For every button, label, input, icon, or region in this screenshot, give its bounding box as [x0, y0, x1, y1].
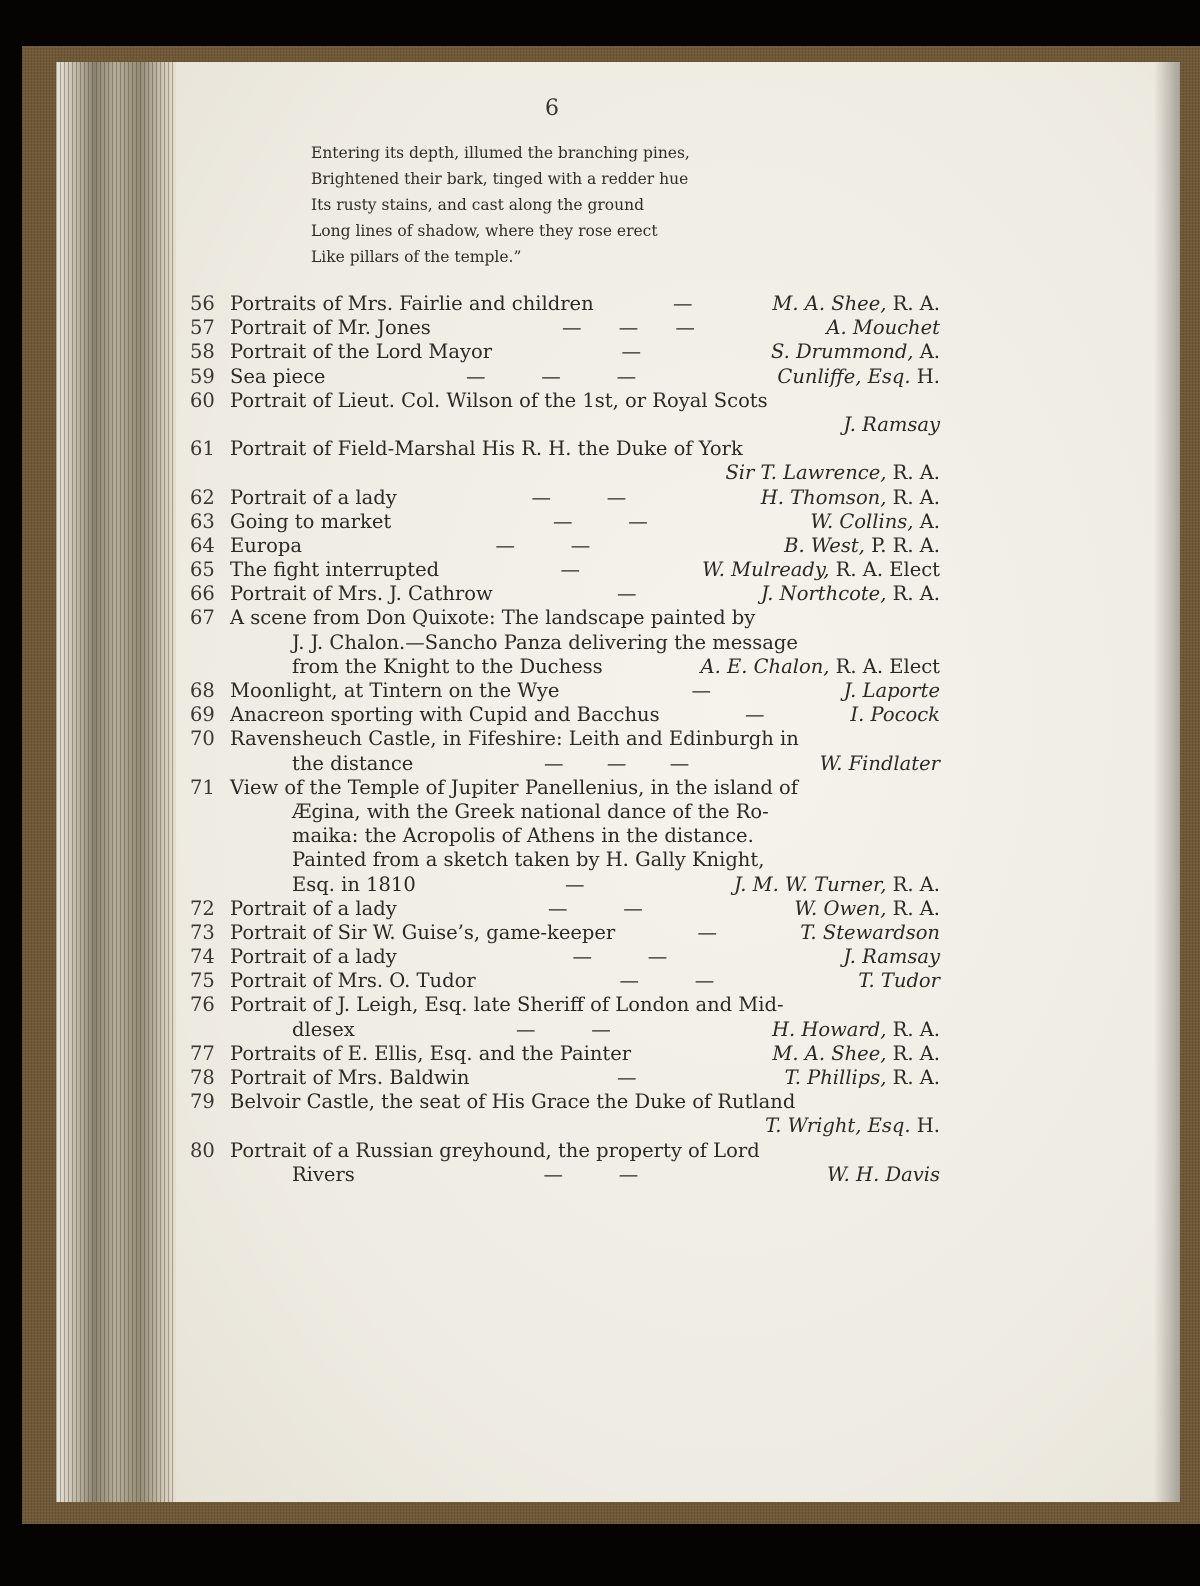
- entry-title: the distance: [292, 751, 414, 775]
- entry-number: 77: [190, 1041, 215, 1065]
- catalogue-entry: [190, 389, 940, 413]
- artist-suffix: R. A.: [886, 485, 940, 509]
- entry-number: 70: [190, 727, 215, 751]
- quote-line: Entering its depth, illumed the branching pines,: [311, 144, 690, 162]
- artist-name: T. Tudor: [858, 969, 940, 993]
- entry-dashes: — —: [531, 485, 627, 509]
- entry-title: Rivers: [292, 1162, 355, 1186]
- entry-title: Moonlight, at Tintern on the Wye: [230, 679, 560, 702]
- entry-dashes: — —: [553, 509, 648, 533]
- artist-suffix: R. A. Elect: [829, 558, 940, 582]
- entry-number: 62: [190, 485, 215, 509]
- entry-artist: [771, 340, 940, 364]
- artist-suffix: H.: [910, 1114, 940, 1138]
- entry-dashes: —: [560, 558, 580, 582]
- entry-number: 68: [190, 679, 215, 702]
- entry-number: 76: [190, 993, 215, 1017]
- entry-number: 60: [190, 388, 215, 412]
- catalogue-entry: [190, 1090, 940, 1114]
- artist-suffix: R. A.: [886, 1066, 940, 1089]
- entry-title: Portrait of Mr. Jones: [230, 316, 431, 340]
- entry-artist: [702, 558, 940, 582]
- entry-title: Belvoir Castle, the seat of His Grace the Duke of Rutland: [230, 1090, 796, 1114]
- artist-name: M. A. Shee,: [772, 292, 887, 315]
- artist-name: H. Howard,: [771, 1017, 887, 1041]
- entry-title: Portraits of Mrs. Fairlie and children: [230, 292, 594, 315]
- artist-name: S. Drummond,: [770, 340, 914, 364]
- artist-name: B. West,: [784, 533, 865, 557]
- entry-dashes: — —: [543, 1162, 639, 1186]
- entry-artist: [777, 365, 940, 389]
- entry-title: Portrait of a lady: [230, 896, 397, 920]
- catalogue-entry: [190, 1066, 940, 1090]
- entry-artist: [850, 703, 940, 727]
- artist-suffix: R. A.: [886, 292, 940, 315]
- entry-number: 65: [190, 558, 215, 582]
- quotation: [311, 140, 731, 270]
- artist-name: M. A. Shee,: [772, 1041, 887, 1065]
- catalogue-entry: [190, 921, 940, 945]
- artist-suffix: R. A.: [886, 1041, 940, 1065]
- entry-title: Portrait of J. Leigh, Esq. late Sheriff of London and Mid-: [230, 993, 784, 1017]
- artist-suffix: H.: [910, 364, 940, 388]
- artist-name: W. Mulready,: [702, 558, 830, 582]
- entry-number: 74: [190, 945, 215, 969]
- artist-name: J. M. W. Turner,: [733, 872, 887, 896]
- entry-title: Portrait of Sir W. Guise’s, game-keeper: [230, 920, 616, 944]
- entry-dashes: —: [745, 703, 765, 727]
- catalogue-entry: [190, 486, 940, 510]
- entry-dashes: — —: [572, 945, 668, 969]
- catalogue-entry-continuation: [190, 1163, 940, 1187]
- entry-number: 67: [190, 606, 215, 630]
- entry-title: Portrait of Lieut. Col. Wilson of the 1st, or Royal Scots: [230, 388, 768, 412]
- entry-artist: [826, 316, 940, 340]
- catalogue-entry-continuation: [190, 461, 940, 485]
- catalogue-entry: [190, 510, 940, 534]
- entry-artist: [734, 873, 940, 897]
- catalogue-entry: [190, 897, 940, 921]
- entry-artist: [761, 582, 940, 606]
- entry-dashes: —: [691, 679, 711, 702]
- artist-name: T. Wright, Esq.: [765, 1114, 911, 1138]
- artist-name: I. Pocock: [850, 703, 940, 727]
- catalogue-entry-continuation: [190, 752, 940, 776]
- entry-artist: [794, 897, 940, 921]
- entry-title: Portraits of E. Ellis, Esq. and the Painter: [230, 1041, 632, 1065]
- catalogue-entry: [190, 437, 940, 461]
- entry-number: 80: [190, 1138, 215, 1162]
- artist-name: Sir T. Lawrence,: [725, 461, 887, 485]
- catalogue-entry: [190, 340, 940, 364]
- catalogue-entries: [190, 292, 940, 1187]
- catalogue-entry-continuation: [190, 848, 940, 872]
- entry-title: Sea piece: [230, 364, 326, 388]
- entry-artist: [827, 1163, 940, 1187]
- entry-number: 61: [190, 437, 215, 461]
- entry-dashes: —: [617, 1066, 637, 1089]
- entry-artist: [772, 1018, 940, 1042]
- artist-name: A. E. Chalon,: [700, 654, 830, 678]
- artist-suffix: A.: [913, 509, 940, 533]
- entry-number: 75: [190, 969, 215, 993]
- entry-artist: [784, 534, 940, 558]
- catalogue-entry-continuation: [190, 824, 940, 848]
- page-edges: [56, 62, 176, 1502]
- gutter-shadow: [1154, 62, 1180, 1502]
- entry-number: 57: [190, 316, 215, 340]
- quote-line: Brightened their bark, tinged with a redder hue: [311, 170, 689, 188]
- entry-artist: [843, 945, 940, 969]
- entry-title: Anacreon sporting with Cupid and Bacchus: [230, 703, 660, 727]
- entry-artist: [858, 969, 940, 993]
- artist-name: W. H. Davis: [827, 1162, 940, 1186]
- entry-dashes: — —: [619, 969, 715, 993]
- entry-dashes: —: [673, 292, 693, 315]
- entry-dashes: — — —: [544, 751, 690, 775]
- entry-artist: [725, 461, 940, 485]
- entry-number: 72: [190, 896, 215, 920]
- catalogue-entry-continuation: [190, 873, 940, 897]
- entry-title: dlesex: [292, 1017, 355, 1041]
- entry-number: 73: [190, 920, 215, 944]
- entry-number: 58: [190, 340, 215, 364]
- entry-title: View of the Temple of Jupiter Panellenius, in the island of: [230, 775, 798, 799]
- catalogue-entry: [190, 534, 940, 558]
- entry-dashes: — — —: [466, 364, 637, 388]
- artist-suffix: R. A.: [886, 582, 940, 606]
- catalogue-entry-continuation: [190, 1018, 940, 1042]
- artist-name: T. Stewardson: [800, 920, 940, 944]
- entry-title: Painted from a sketch taken by H. Gally Knight,: [292, 848, 765, 872]
- quote-line: Like pillars of the temple.”: [311, 248, 522, 266]
- entry-artist: [772, 1042, 940, 1066]
- entry-title: Portrait of Mrs. J. Cathrow: [230, 582, 493, 606]
- entry-title: Portrait of Mrs. Baldwin: [230, 1066, 470, 1089]
- entry-dashes: — —: [495, 533, 591, 557]
- catalogue-entry: [190, 606, 940, 630]
- entry-number: 59: [190, 364, 215, 388]
- entry-artist: [820, 752, 940, 776]
- entry-title: Portrait of Mrs. O. Tudor: [230, 969, 476, 993]
- artist-name: J. Laporte: [843, 679, 940, 702]
- entry-title: maika: the Acropolis of Athens in the distance.: [292, 824, 754, 848]
- catalogue-entry: [190, 727, 940, 751]
- entry-title: The fight interrupted: [230, 558, 440, 582]
- artist-name: Cunliffe, Esq.: [777, 364, 911, 388]
- artist-suffix: A.: [913, 340, 940, 364]
- catalogue-entry: [190, 316, 940, 340]
- catalogue-entry: [190, 945, 940, 969]
- entry-title: Esq. in 1810: [292, 872, 416, 896]
- entry-title: J. J. Chalon.—Sancho Panza delivering the message: [292, 630, 798, 654]
- entry-number: 69: [190, 703, 215, 727]
- catalogue-entry: [190, 292, 940, 316]
- entry-title: Ravensheuch Castle, in Fifeshire: Leith and Edinburgh in: [230, 727, 799, 751]
- catalogue-entry-continuation: [190, 800, 940, 824]
- entry-number: 64: [190, 533, 215, 557]
- entry-number: 56: [190, 292, 215, 315]
- entry-artist: [810, 510, 940, 534]
- entry-dashes: —: [621, 340, 641, 364]
- entry-dashes: — —: [548, 896, 643, 920]
- entry-artist: [765, 1114, 940, 1138]
- entry-artist: [800, 921, 940, 945]
- artist-name: T. Phillips,: [784, 1066, 887, 1089]
- entry-dashes: — —: [516, 1017, 611, 1041]
- artist-suffix: R. A.: [886, 872, 940, 896]
- catalogue-entry: [190, 558, 940, 582]
- artist-name: J. Ramsay: [843, 945, 940, 969]
- entry-number: 71: [190, 775, 215, 799]
- quote-line: Its rusty stains, and cast along the ground: [311, 196, 644, 214]
- artist-name: W. Findlater: [819, 751, 940, 775]
- catalogue-entry: [190, 1139, 940, 1163]
- entry-title: Portrait of a lady: [230, 945, 397, 969]
- entry-title: from the Knight to the Duchess: [292, 654, 603, 678]
- entry-artist: [843, 413, 940, 437]
- entry-title: A scene from Don Quixote: The landscape painted by: [230, 606, 756, 630]
- catalogue-entry: [190, 703, 940, 727]
- artist-name: W. Owen,: [794, 896, 887, 920]
- entry-title: Portrait of a lady: [230, 485, 397, 509]
- entry-number: 78: [190, 1066, 215, 1089]
- entry-artist: [701, 655, 940, 679]
- entry-dashes: —: [617, 582, 637, 606]
- page-number: 6: [545, 96, 559, 121]
- catalogue-entry: [190, 365, 940, 389]
- entry-artist: [785, 1066, 940, 1090]
- entry-dashes: —: [697, 920, 717, 944]
- entry-title: Portrait of the Lord Mayor: [230, 340, 493, 364]
- catalogue-entry: [190, 1042, 940, 1066]
- catalogue-entry: [190, 969, 940, 993]
- artist-suffix: R. A.: [886, 461, 940, 485]
- catalogue-entry: [190, 679, 940, 703]
- entry-artist: [772, 292, 940, 316]
- entry-number: 66: [190, 582, 215, 606]
- artist-suffix: R. A. Elect: [829, 654, 940, 678]
- entry-artist: [761, 486, 940, 510]
- artist-suffix: P. R. A.: [864, 533, 940, 557]
- artist-suffix: R. A.: [886, 896, 940, 920]
- entry-title: Portrait of a Russian greyhound, the property of Lord: [230, 1138, 760, 1162]
- catalogue-entry-continuation: [190, 413, 940, 437]
- entry-title: Ægina, with the Greek national dance of the Ro-: [292, 799, 769, 823]
- artist-name: J. Ramsay: [843, 412, 940, 436]
- entry-artist: [844, 679, 940, 703]
- artist-suffix: R. A.: [886, 1017, 940, 1041]
- entry-dashes: — — —: [562, 316, 695, 340]
- catalogue-entry-continuation: [190, 655, 940, 679]
- catalogue-entry: [190, 993, 940, 1017]
- catalogue-entry-continuation: [190, 631, 940, 655]
- quote-line: Long lines of shadow, where they rose erect: [311, 222, 658, 240]
- entry-number: 79: [190, 1090, 215, 1114]
- catalogue-entry: [190, 776, 940, 800]
- entry-dashes: —: [565, 872, 585, 896]
- artist-name: H. Thomson,: [760, 485, 887, 509]
- artist-name: A. Mouchet: [826, 316, 940, 340]
- entry-title: Europa: [230, 533, 302, 557]
- artist-name: J. Northcote,: [760, 582, 887, 606]
- entry-title: Portrait of Field-Marshal His R. H. the Duke of York: [230, 437, 743, 461]
- catalogue-entry: [190, 582, 940, 606]
- catalogue-entry-continuation: [190, 1114, 940, 1138]
- artist-name: W. Collins,: [810, 509, 914, 533]
- entry-title: Going to market: [230, 509, 392, 533]
- entry-number: 63: [190, 509, 215, 533]
